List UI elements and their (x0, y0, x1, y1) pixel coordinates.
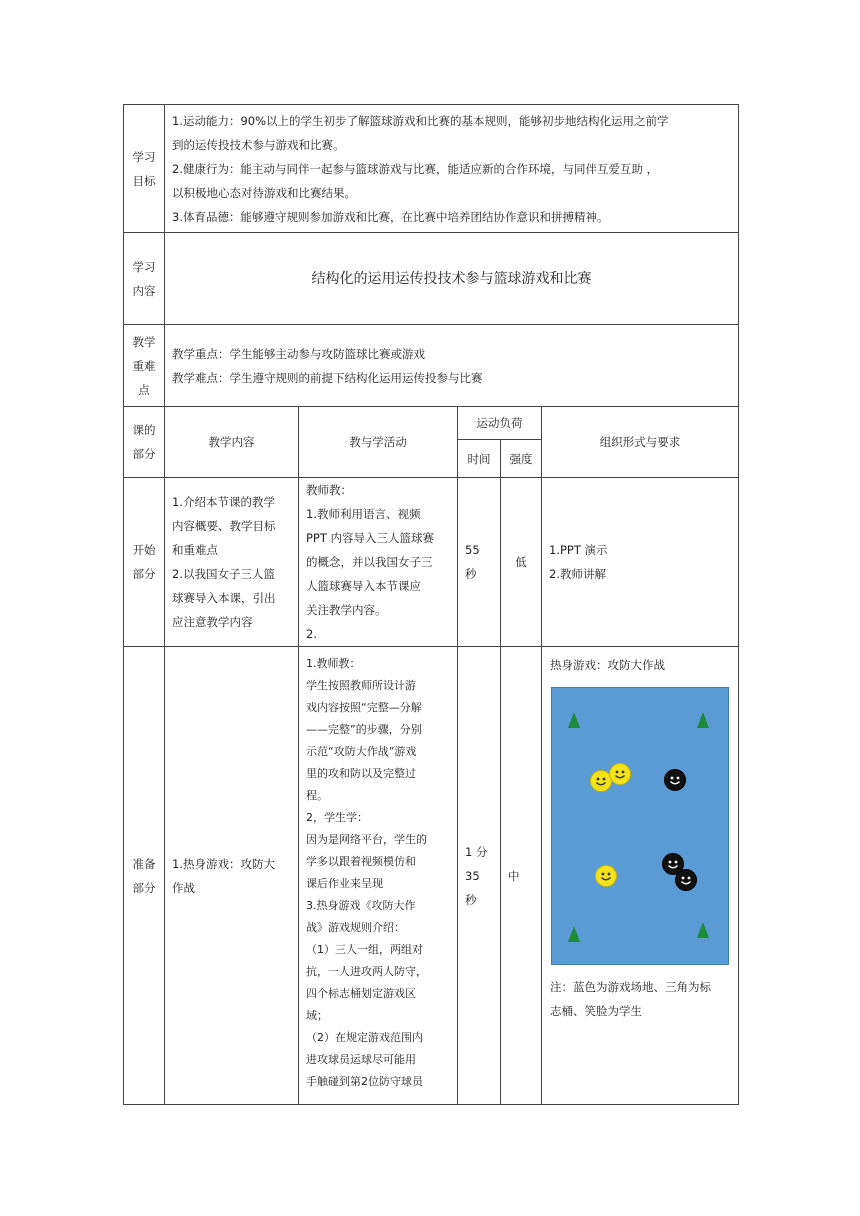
objective-line: 1.运动能力：90%以上的学生初步了解篮球游戏和比赛的基本规则，能够初步地结构化运用之前学 (172, 113, 669, 128)
header-teaching-content: 教学内容 (165, 407, 299, 478)
start-section-row (124, 478, 739, 647)
keypoint-line: 教学重点：学生能够主动参与攻防篮球比赛或游戏 (172, 346, 425, 361)
triangle-cone-icon (697, 712, 709, 728)
lesson-plan-table (123, 104, 739, 1105)
content-text: 结构化的运用运传投技术参与篮球游戏和比赛 (165, 233, 739, 325)
objective-line: 以积极地心态对待游戏和比赛结果。 (172, 185, 356, 200)
objectives-label: 学习 目标 (124, 105, 165, 233)
yellow-smiley-icon (595, 865, 617, 887)
objective-line: 到的运传投技术参与游戏和比赛。 (172, 137, 345, 152)
objectives-row (124, 105, 739, 233)
triangle-cone-icon (697, 922, 709, 938)
prep-section-row (124, 647, 739, 1105)
header-row (124, 407, 739, 440)
start-activities: 教师教： 1.教师利用语言、视频 PPT 内容导入三人篮球赛 的概念，并以我国女子三 人篮球赛导入本节课应 关注教学内容。 2. (299, 478, 458, 647)
prep-section-label: 准备 部分 (124, 647, 165, 1105)
prep-teaching-content: 1.热身游戏：攻防大 作战 (165, 647, 299, 1105)
keypoints-label: 教学 重难 点 (124, 325, 165, 407)
keypoints-row (124, 325, 739, 407)
prep-time: 1 分 35 秒 (458, 647, 501, 1105)
header-section: 课的 部分 (124, 407, 165, 478)
game-field-diagram (551, 687, 729, 965)
start-teaching-content: 1.介绍本节课的教学 内容概要、教学目标 和重难点 2.以我国女子三人篮 球赛导入本课，引出 应注意教学内容 (165, 478, 299, 647)
header-intensity: 强度 (501, 440, 542, 478)
start-section-label: 开始 部分 (124, 478, 165, 647)
prep-activities: 1.教师教： 学生按照教师所设计游 戏内容按照“完整—分解 ——完整”的步骤，分别 示范“攻防大作战”游戏 里的攻和防以及完整过 程。 2，学生学： 因为是网络平台，学生的 学多以跟着视频模仿和 课后作业来呈现 3.热身游戏《攻防大作 战》游戏规则介绍： （1）三人一组，两组对 抗，一人进攻两人防守， 四个标志桶划定游戏区 域； （2）在规定游戏范围内 进攻球员运球尽可能用 手触碰到第2位防守球员 (299, 647, 458, 1105)
yellow-smiley-icon (609, 763, 631, 785)
black-smiley-icon (675, 869, 697, 891)
content-row (124, 233, 739, 325)
prep-organization (542, 647, 739, 1105)
objectives-text (165, 105, 739, 233)
black-smiley-icon (664, 769, 686, 791)
objective-line: 3.体育品德：能够遵守规则参加游戏和比赛，在比赛中培养团结协作意识和拼搏精神。 (172, 209, 609, 224)
start-organization: 1.PPT 演示 2.教师讲解 (542, 478, 739, 647)
triangle-cone-icon (568, 712, 580, 728)
objective-line: 2.健康行为：能主动与同伴一起参与篮球游戏与比赛，能适应新的合作环境，与同伴互爱互助 ， (172, 161, 659, 176)
content-label: 学习 内容 (124, 233, 165, 325)
triangle-cone-icon (568, 926, 580, 942)
diagram-note: 志桶、笑脸为学生 (550, 1004, 642, 1018)
header-organization: 组织形式与要求 (542, 407, 739, 478)
start-intensity: 低 (501, 478, 542, 647)
header-activities: 教与学活动 (299, 407, 458, 478)
start-time: 55 秒 (458, 478, 501, 647)
keypoints-text (165, 325, 739, 407)
header-load: 运动负荷 (458, 407, 542, 440)
diagram-note: 注：蓝色为游戏场地、三角为标 (550, 980, 711, 994)
diagram-title: 热身游戏：攻防大作战 (550, 658, 665, 672)
prep-intensity: 中 (501, 647, 542, 1105)
header-time: 时间 (458, 440, 501, 478)
keypoint-line: 教学难点：学生遵守规则的前提下结构化运用运传投参与比赛 (172, 370, 483, 385)
